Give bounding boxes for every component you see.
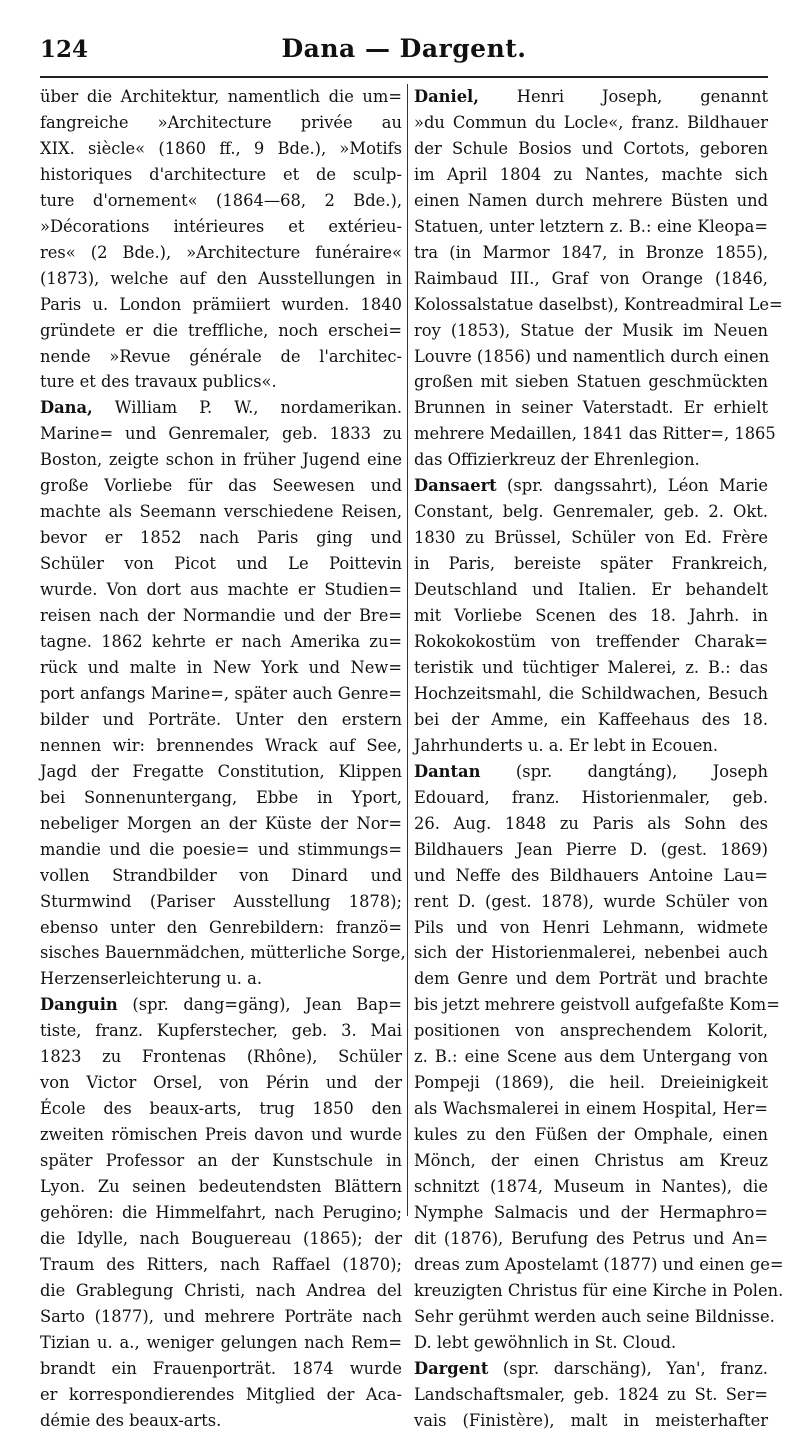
line-text: vollen Strandbilder von Dinard und [40,865,402,885]
text-line [414,395,768,421]
text-line [40,551,402,577]
text-line [40,837,402,863]
text-line [40,162,402,188]
line-text: Brunnen in seiner Vaterstadt. Er erhielt [414,398,768,418]
entry-headword: Dansaert [414,476,497,496]
line-text: Pils und von Henri Lehmann, widmete [414,917,768,937]
text-line [414,1330,768,1356]
text-line [414,1200,768,1226]
text-line [40,785,402,811]
line-text: port anfangs Marine=, später auch Genre= [40,683,402,703]
text-line [40,915,402,941]
line-text: »du Commun du Locle«, franz. Bildhauer [414,112,768,132]
line-text: Henri Joseph, genannt [478,87,768,106]
text-line [414,1382,768,1408]
text-line [40,1148,402,1174]
line-text: nende »Revue générale de l'architec- [40,346,402,366]
text-line [414,1174,768,1200]
line-text: gehören: die Himmelfahrt, nach Perugino; [40,1202,402,1222]
line-text: positionen von ansprechendem Kolorit, [414,1021,768,1041]
text-line [414,1304,775,1330]
line-text: Marine= und Genremaler, geb. 1833 zu [40,424,402,444]
text-line [40,395,402,421]
text-line [414,1356,768,1382]
line-text: D. lebt gewöhnlich in St. Cloud. [414,1332,677,1352]
text-line [414,188,768,214]
line-text: mit Vorliebe Scenen des 18. Jahrh. in [414,606,768,626]
line-text: Herzenserleichterung u. a. [40,969,262,989]
text-line [414,655,768,681]
entry-headword: Dana, [40,398,93,418]
line-text: (spr. dangtáng), Joseph [480,761,768,781]
line-text: Sturmwind (Pariser Ausstellung 1878); [40,891,402,911]
text-line [40,1304,402,1330]
line-text: Nymphe Salmacis und der Hermaphro= [414,1202,768,1222]
text-line [40,1252,402,1278]
line-text: kules zu den Füßen der Omphale, einen [414,1125,768,1145]
text-line [40,992,402,1018]
text-line [40,863,402,889]
line-text: res« (2 Bde.), »Architecture funéraire« [40,242,402,262]
line-text: die Grablegung Christi, nach Andrea del [40,1280,402,1300]
line-text: Sehr gerühmt werden auch seine Bildnisse. [414,1306,775,1326]
text-line [40,707,402,733]
text-line [40,811,402,837]
line-text: 1823 zu Frontenas (Rhône), Schüler [40,1047,402,1067]
text-line [414,577,768,603]
line-text: die Idylle, nach Bouguereau (1865); der [40,1228,402,1248]
line-text: rent D. (gest. 1878), wurde Schüler von [414,891,768,911]
text-line [40,214,402,240]
line-text: im April 1804 zu Nantes, machte sich [414,164,768,184]
text-line [414,84,768,110]
line-text: gründete er die treffliche, noch erschei= [40,320,402,340]
line-text: Lyon. Zu seinen bedeutendsten Blättern [40,1177,402,1197]
text-line [414,1018,768,1044]
line-text: in Paris, bereiste später Frankreich, [414,554,768,574]
text-line [40,1382,402,1408]
line-text: (1873), welche auf den Ausstellungen in [40,268,402,288]
text-line [40,266,402,292]
line-text: z. B.: eine Scene aus dem Untergang von [414,1047,768,1067]
text-line [40,1070,402,1096]
text-line [414,136,768,162]
line-text: Louvre (1856) und namentlich durch einen [414,346,770,366]
text-columns [40,84,784,1430]
page-number: 124 [40,36,89,63]
text-line [414,1226,768,1252]
text-line [414,214,768,240]
line-text: dreas zum Apostelamt (1877) und einen ge= [414,1254,784,1274]
entry-headword: Danguin [40,995,118,1015]
line-text: tagne. 1862 kehrte er nach Amerika zu= [40,632,402,652]
line-text: sisches Bauernmädchen, mütterliche Sorge, [40,943,406,963]
text-line [40,1096,402,1122]
text-line [40,1330,402,1356]
line-text: Edouard, franz. Historienmaler, geb. [414,787,768,807]
line-text: (spr. dang=gäng), Jean Bap= [117,995,402,1015]
line-text: dit (1876), Berufung des Petrus und An= [414,1228,768,1248]
line-text: Jagd der Fregatte Constitution, Klippen [40,761,402,781]
text-line [40,473,402,499]
line-text: dem Genre und dem Porträt und brachte [414,969,768,989]
text-line [414,992,780,1018]
line-text: von Victor Orsel, von Périn und der [40,1073,402,1093]
text-line [40,1122,402,1148]
line-text: tiste, franz. Kupferstecher, geb. 3. Mai [40,1021,402,1041]
line-text: William P. W., nordamerikan. [92,398,402,418]
running-head: Dana — Dargent. [281,34,527,63]
text-line [414,1252,784,1278]
line-text: bei Sonnenuntergang, Ebbe in Yport, [40,787,402,807]
column-divider [407,84,408,1216]
line-text: ture et des travaux publics«. [40,372,277,392]
line-text: (spr. dangssahrt), Léon Marie [496,476,768,496]
line-text: großen mit sieben Statuen geschmückten [414,372,768,392]
line-text: tra (in Marmor 1847, in Bronze 1855), [414,242,768,262]
line-text: Mönch, der einen Christus am Kreuz [414,1151,768,1171]
line-text: Rokokokostüm von treffender Charak= [414,632,768,652]
line-text: zweiten römischen Preis davon und wurde [40,1125,402,1145]
line-text: Bildhauers Jean Pierre D. (gest. 1869) [414,839,768,859]
line-text: Tizian u. a., weniger gelungen nach Rem= [40,1332,402,1352]
text-line [414,707,768,733]
line-text: über die Architektur, namentlich die um= [40,87,402,106]
line-text: Boston, zeigte schon in früher Jugend eine [40,450,402,470]
line-text: XIX. siècle« (1860 ff., 9 Bde.), »Motifs [40,138,402,158]
text-line [414,1408,768,1434]
text-line [40,447,402,473]
line-text: als Wachsmalerei in einem Hospital, Her= [414,1099,768,1119]
line-text: ebenso unter den Genrebildern: franzö= [40,917,402,937]
text-line [414,889,768,915]
line-text: wurde. Von dort aus machte er Studien= [40,580,402,600]
line-text: brandt ein Frauenporträt. 1874 wurde [40,1358,402,1378]
line-text: Schüler von Picot und Le Poittevin [40,554,402,574]
text-line [40,110,402,136]
text-line [40,681,402,707]
text-line [414,759,768,785]
text-line [40,1356,402,1382]
text-line [414,473,768,499]
text-line [40,421,402,447]
line-text: roy (1853), Statue der Musik im Neuen [414,320,768,340]
text-line [414,966,768,992]
line-text: machte als Seemann verschiedene Reisen, [40,502,402,522]
line-text: Hochzeitsmahl, die Schildwachen, Besuch [414,683,768,703]
text-line [414,811,768,837]
text-line [40,1278,402,1304]
text-line [40,499,402,525]
text-line [414,681,768,707]
text-line [414,863,768,889]
entry-headword: Dantan [414,761,481,781]
text-line [40,292,402,318]
text-line [40,1044,402,1070]
text-line [414,318,768,344]
line-text: bevor er 1852 nach Paris ging und [40,528,402,548]
line-text: rück und malte in New York und New= [40,657,402,677]
text-line [40,1018,402,1044]
text-line [414,421,776,447]
text-line [414,1096,768,1122]
text-line [40,733,402,759]
text-line [414,1278,784,1304]
text-line [414,733,768,759]
text-line [414,837,768,863]
line-text: nebeliger Morgen an der Küste der Nor= [40,813,402,833]
entry-headword: Dargent [414,1358,489,1378]
text-line [414,499,768,525]
text-line [414,344,768,370]
line-text: historiques d'architecture et de sculp- [40,164,402,184]
line-text: ture d'ornement« (1864—68, 2 Bde.), [40,190,402,210]
page-header [40,14,768,78]
text-line [414,162,768,188]
text-line [40,1174,402,1200]
text-line [414,785,768,811]
line-text: École des beaux-arts, trug 1850 den [40,1099,402,1119]
text-line [414,240,768,266]
line-text: bei der Amme, ein Kaffeehaus des 18. [414,709,768,729]
text-line [40,240,402,266]
text-line [40,1200,402,1226]
line-text: Landschaftsmaler, geb. 1824 zu St. Ser= [414,1384,768,1404]
line-text: Deutschland und Italien. Er behandelt [414,580,768,600]
text-line [414,915,768,941]
line-text: und Neffe des Bildhauers Antoine Lau= [414,865,768,885]
line-text: Traum des Ritters, nach Raffael (1870); [40,1254,402,1274]
line-text: (spr. darschäng), Yan', franz. [488,1358,768,1378]
line-text: große Vorliebe für das Seewesen und [40,476,402,496]
line-text: Pompeji (1869), die heil. Dreieinigkeit [414,1073,768,1093]
line-text: schnitzt (1874, Museum in Nantes), die [414,1177,768,1197]
text-line [40,966,402,992]
line-text: Jahrhunderts u. a. Er lebt in Ecouen. [414,735,719,755]
line-text: Statuen, unter letztern z. B.: eine Kleopa= [414,216,768,236]
text-line [414,292,783,318]
line-text: Sarto (1877), und mehrere Porträte nach [40,1306,402,1326]
text-line [414,551,768,577]
text-line [40,603,402,629]
text-line [414,525,768,551]
line-text: Constant, belg. Genremaler, geb. 2. Okt. [414,502,768,522]
text-line [40,577,402,603]
text-line [414,603,768,629]
line-text: teristik und tüchtiger Malerei, z. B.: das [414,657,768,677]
line-text: 26. Aug. 1848 zu Paris als Sohn des [414,813,768,833]
line-text: bis jetzt mehrere geistvoll aufgefaßte Kom= [414,995,780,1015]
line-text: kreuzigten Christus für eine Kirche in Polen. [414,1280,784,1300]
text-line [40,188,402,214]
text-line [414,1122,768,1148]
text-line [40,655,402,681]
text-line [40,136,402,162]
line-text: vais (Finistère), malt in meisterhafter [414,1410,768,1430]
text-line [40,889,402,915]
line-text: nennen wir: brennendes Wrack auf See, [40,735,402,755]
text-line [40,525,402,551]
line-text: bilder und Porträte. Unter den erstern [40,709,402,729]
text-line [414,1148,768,1174]
text-line [414,369,768,395]
text-line [40,759,402,785]
entry-headword: Daniel, [414,87,479,106]
right-column [414,84,784,1430]
text-line [414,110,768,136]
text-line [414,629,768,655]
text-line [414,1070,768,1096]
text-line [414,447,768,473]
text-line [40,318,402,344]
text-line [40,1408,402,1434]
text-line [40,369,402,395]
line-text: Paris u. London prämiiert wurden. 1840 [40,294,402,314]
line-text: einen Namen durch mehrere Büsten und [414,190,768,210]
line-text: fangreiche »Architecture privée au [40,112,402,132]
text-line [40,629,402,655]
line-text: sich der Historienmalerei, nebenbei auch [414,943,768,963]
line-text: Kolossalstatue daselbst), Kontreadmiral Le= [414,294,783,314]
left-column [40,84,406,1430]
text-line [40,344,402,370]
line-text: mandie und die poesie= und stimmungs= [40,839,402,859]
line-text: er korrespondierendes Mitglied der Aca- [40,1384,402,1404]
line-text: das Offizierkreuz der Ehrenlegion. [414,450,700,470]
line-text: reisen nach der Normandie und der Bre= [40,606,402,626]
line-text: mehrere Medaillen, 1841 das Ritter=, 1865 [414,424,776,444]
line-text: Raimbaud III., Graf von Orange (1846, [414,268,768,288]
text-line [414,266,768,292]
text-line [414,940,768,966]
line-text: démie des beaux-arts. [40,1410,222,1430]
text-line [40,84,402,110]
text-line [40,940,406,966]
line-text: später Professor an der Kunstschule in [40,1151,402,1171]
line-text: »Décorations intérieures et extérieu- [40,216,402,236]
text-line [40,1226,402,1252]
line-text: der Schule Bosios und Cortots, geboren [414,138,768,158]
line-text: 1830 zu Brüssel, Schüler von Ed. Frère [414,528,768,548]
text-line [414,1044,768,1070]
